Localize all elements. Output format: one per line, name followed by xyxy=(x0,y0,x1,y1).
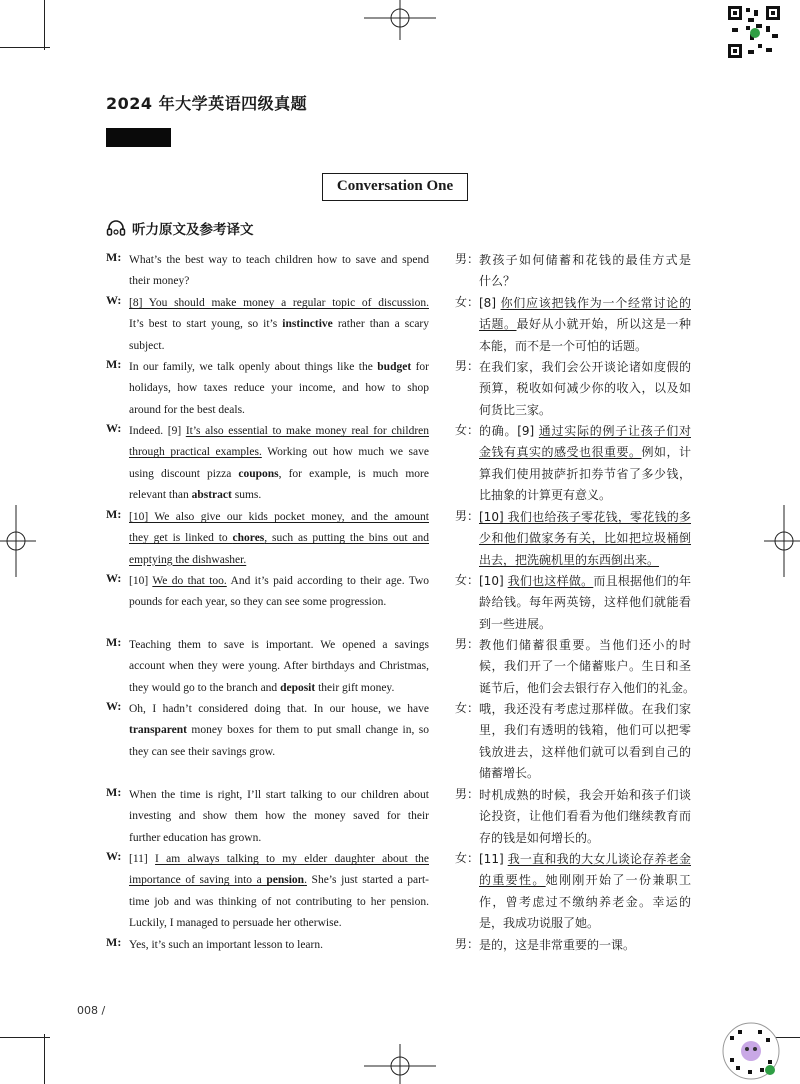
text-line: 教孩子如何储蓄和花钱的最佳方式是 xyxy=(479,253,691,267)
speaker-label: 男： xyxy=(455,787,480,801)
speaker-label: 男： xyxy=(455,637,480,651)
speaker-label: M: xyxy=(106,785,122,799)
speaker-label: 女： xyxy=(455,573,480,587)
english-transcript xyxy=(106,250,431,970)
text-line: 少和他们做家务有关，比如把垃圾桶倒 xyxy=(479,531,691,546)
text-line: pounds for each year, so they can see some progression. xyxy=(129,596,387,609)
speaker-label: W: xyxy=(106,571,122,585)
text-line: 到一些进展。 xyxy=(479,616,552,631)
text-line: [11] 我一直和我的大女儿谈论存养老金 xyxy=(479,852,691,866)
page-number: 008 / xyxy=(77,1004,106,1017)
text-line: 里，我们有透明的钱箱，他们可以把零 xyxy=(479,723,691,738)
text-line: 储蓄增长。 xyxy=(479,765,540,780)
turn-text xyxy=(479,250,691,293)
turn-text xyxy=(129,357,429,421)
text-line: their money? xyxy=(129,275,190,288)
text-line: 什么？ xyxy=(479,274,516,289)
text-line: [8] You should make money a regular topic of discussion. xyxy=(129,297,429,309)
text-line: 话题。最好从小就开始，所以这是一种 xyxy=(479,317,691,332)
chinese-translation xyxy=(455,250,695,970)
text-line: It’s best to start young, so it’s instinctive rather than a scary xyxy=(129,318,429,331)
text-line: 比抽象的计算更有意义。 xyxy=(479,487,612,502)
turn-text xyxy=(479,293,691,357)
text-line: Teaching them to save is important. We opened a savings xyxy=(129,639,429,651)
text-line: 教他们储蓄很重要。当他们还小的时 xyxy=(479,638,691,652)
text-line: through practical examples. Working out how much we save xyxy=(129,446,429,459)
text-line: they get is linked to chores, such as putting the bins out and xyxy=(129,532,429,545)
page-title: 2024 年大学英语四级真题 xyxy=(106,94,308,113)
text-line: transparent money boxes for them to put small change in, so xyxy=(129,724,429,737)
turn-text xyxy=(479,571,691,635)
speaker-label: W: xyxy=(106,421,122,435)
text-line: 在我们家，我们会公开谈论诸如度假的 xyxy=(479,360,691,374)
text-line: 作，曾考虑过不缴纳养老金。幸运的 xyxy=(479,894,691,909)
registration-mark-left xyxy=(0,505,36,577)
text-line: 哦，我还没有考虑过那样做。在我们家 xyxy=(479,702,691,716)
text-line: What’s the best way to teach children how to save and spend xyxy=(129,254,429,266)
text-line: they can see their savings grow. xyxy=(129,745,276,758)
turn-text xyxy=(129,635,429,699)
text-line: In our family, we talk openly about things like the budget for xyxy=(129,361,429,373)
turn-text xyxy=(479,507,691,571)
text-line: 是的，这是非常重要的一课。 xyxy=(479,938,636,952)
speaker-label: M: xyxy=(106,935,122,949)
registration-mark-right xyxy=(764,505,800,577)
speaker-label: 男： xyxy=(455,937,480,951)
crop-mark xyxy=(44,0,45,50)
text-line: using discount pizza coupons, for example, is much more xyxy=(129,467,429,480)
text-line: [10] We also give our kids pocket money, and the amount xyxy=(129,511,429,523)
speaker-label: 女： xyxy=(455,295,480,309)
registration-mark-bottom xyxy=(364,1044,436,1084)
speaker-label: M: xyxy=(106,635,122,649)
speaker-label: W: xyxy=(106,849,122,863)
turn-text xyxy=(129,507,429,571)
turn-text xyxy=(129,785,429,849)
speaker-label: 男： xyxy=(455,359,480,373)
speaker-label: 男： xyxy=(455,509,480,523)
text-line: holidays, how taxes reduce your income, and how to shop xyxy=(129,382,429,395)
text-line: they would go to the branch and deposit their gift money. xyxy=(129,681,395,694)
text-line: [10] 我们也这样做。而且根据他们的年 xyxy=(479,574,691,588)
turn-text xyxy=(129,250,429,293)
text-line: Oh, I hadn’t considered doing that. In our house, we have xyxy=(129,703,429,715)
speaker-label: W: xyxy=(106,699,122,713)
registration-mark-top xyxy=(364,0,436,40)
text-line: importance of saving into a pension. She’s just started a part- xyxy=(129,874,429,887)
speaker-label: 女： xyxy=(455,851,480,865)
text-line: 钱放进去，这样他们就可以看到自己的 xyxy=(479,744,691,759)
text-line: 金钱有真实的感受也很重要。例如，计 xyxy=(479,445,691,460)
turn-text xyxy=(479,935,691,956)
text-line: relevant than abstract sums. xyxy=(129,488,262,501)
text-line: 的确。[9] 通过实际的例子让孩子们对 xyxy=(479,424,691,438)
text-line: 预算，税收如何减少你的收入，以及如 xyxy=(479,381,691,396)
turn-text xyxy=(479,635,696,699)
crop-mark xyxy=(0,47,50,48)
text-line: [10] We do that too. And it’s paid according to their age. Two xyxy=(129,575,429,587)
text-line: Indeed. [9] It’s also essential to make money real for children xyxy=(129,425,429,437)
text-line: account when they were young. After birthdays and Christmas, xyxy=(129,660,429,673)
turn-text xyxy=(129,699,429,763)
speaker-label: M: xyxy=(106,357,122,371)
conversation-title: Conversation One xyxy=(322,173,468,201)
text-line: 存的钱是如何增长的。 xyxy=(479,830,600,845)
text-line: investing and show them how the money saved for their xyxy=(129,810,429,823)
turn-text xyxy=(479,357,691,421)
speaker-label: M: xyxy=(106,250,122,264)
speaker-label: W: xyxy=(106,293,122,307)
turn-text xyxy=(479,421,691,506)
turn-text xyxy=(129,571,429,614)
turn-text xyxy=(129,293,429,357)
listening-heading xyxy=(106,217,254,239)
crop-mark xyxy=(44,1034,45,1084)
text-line: 本能，而不是一个可怕的话题。 xyxy=(479,338,648,353)
speaker-label: 男： xyxy=(455,252,480,266)
text-line: 是，我成功说服了她。 xyxy=(479,915,600,930)
speaker-label: 女： xyxy=(455,701,480,715)
text-line: 候，我们开了一个储蓄账户。生日和圣 xyxy=(479,659,691,674)
text-line: 算我们使用披萨折扣券节省了多少钱， xyxy=(479,466,691,481)
text-line: 的重要性。她刚刚开始了一份兼职工 xyxy=(479,873,691,888)
headphones-icon xyxy=(106,219,126,237)
listening-heading-label: 听力原文及参考译文 xyxy=(132,222,254,238)
text-line: 论投资，让他们看看为他们继续教育而 xyxy=(479,809,691,824)
qr-code-bottom xyxy=(722,1022,780,1080)
qr-code-top xyxy=(726,4,782,60)
turn-text xyxy=(129,421,429,506)
text-line: Yes, it’s such an important lesson to learn. xyxy=(129,939,323,951)
turn-text xyxy=(479,785,691,849)
speaker-label: M: xyxy=(106,507,122,521)
text-line: further education has grown. xyxy=(129,831,262,844)
section-label-bar xyxy=(106,128,171,147)
text-line: 诞节后，他们会去银行存入他们的礼金。 xyxy=(479,680,696,695)
crop-mark xyxy=(0,1037,50,1038)
text-line: 何货比三家。 xyxy=(479,402,552,417)
text-line: Luckily, I managed to persuade her otherwise. xyxy=(129,916,342,929)
text-line: [8] 你们应该把钱作为一个经常讨论的 xyxy=(479,296,691,310)
text-line: time job and was thinking of not contributing to her pension. xyxy=(129,895,429,908)
turn-text xyxy=(129,849,429,934)
speaker-label: 女： xyxy=(455,423,480,437)
turn-text xyxy=(479,699,691,784)
text-line: 出去，把洗碗机里的东西倒出来。 xyxy=(479,552,660,567)
text-line: 龄给钱。每年两英镑，这样他们就能看 xyxy=(479,595,691,610)
text-line: around for the best deals. xyxy=(129,403,245,416)
turn-text xyxy=(129,935,429,956)
text-line: [11] I am always talking to my elder daughter about the xyxy=(129,853,429,865)
text-line: emptying the dishwasher. xyxy=(129,553,247,566)
text-line: When the time is right, I’ll start talking to our children about xyxy=(129,789,429,801)
turn-text xyxy=(479,849,691,934)
text-line: [10] 我们也给孩子零花钱，零花钱的多 xyxy=(479,510,691,524)
text-line: subject. xyxy=(129,339,165,352)
text-line: 时机成熟的时候，我会开始和孩子们谈 xyxy=(479,788,691,802)
